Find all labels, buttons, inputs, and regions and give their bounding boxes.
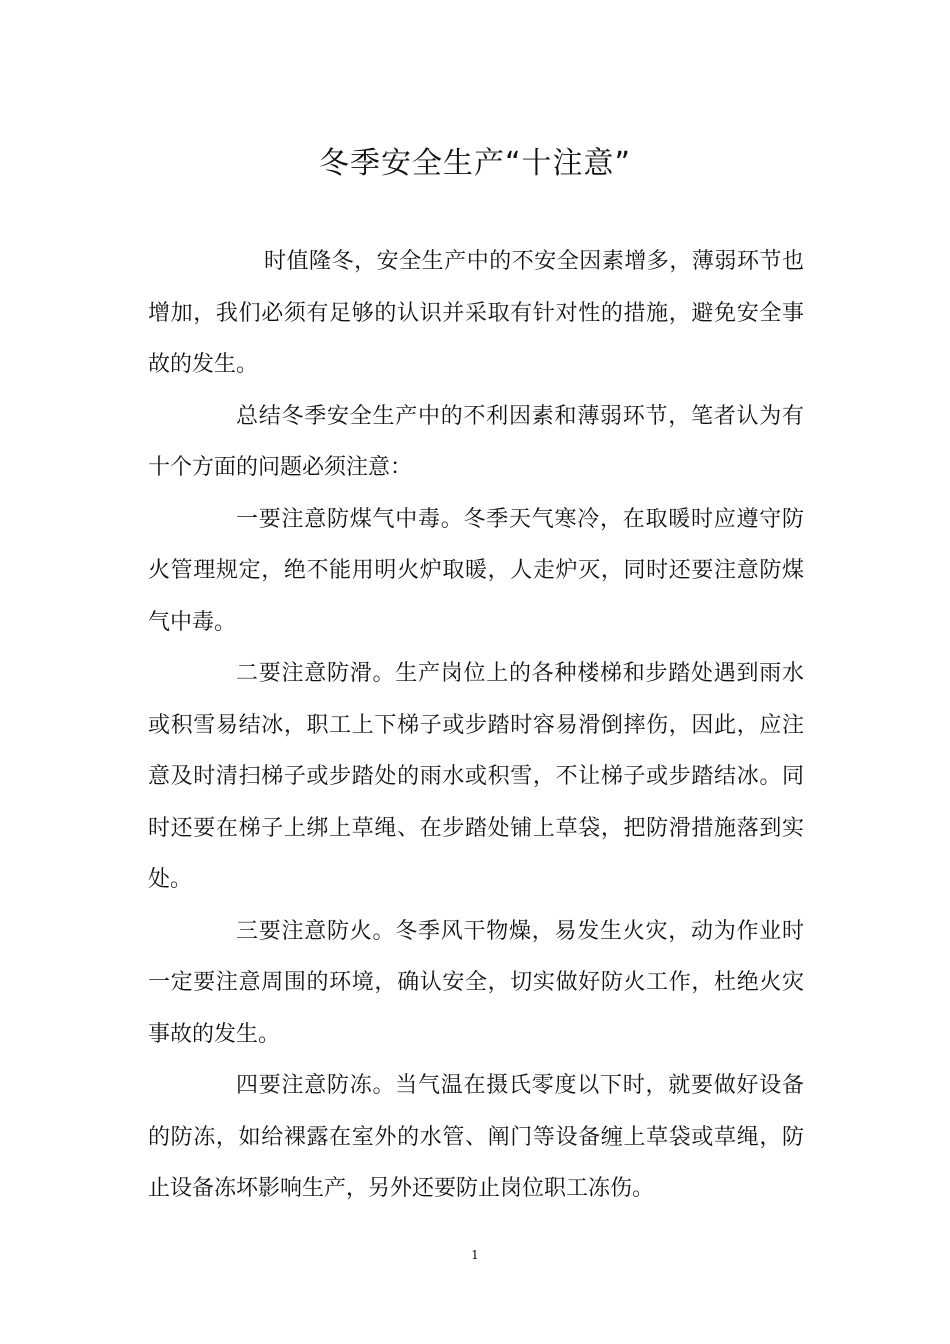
document-body	[148, 236, 804, 1215]
document-title: 冬季安全生产“十注意”	[318, 146, 632, 182]
page-number: 1	[471, 1248, 479, 1262]
paragraph-item-3: 三要注意防火。冬季风干物燥，易发生火灾，动为作业时一定要注意周围的环境，确认安全，切实做好防火工作，杜绝火灾事故的发生。	[148, 918, 804, 1047]
paragraph-intro: 时值隆冬，安全生产中的不安全因素增多，薄弱环节也增加，我们必须有足够的认识并采取有针对性的措施，避免安全事故的发生。	[148, 249, 804, 377]
paragraph-item-2: 二要注意防滑。生产岗位上的各种楼梯和步踏处遇到雨水或积雪易结冰，职工上下梯子或步踏时容易滑倒摔伤，因此，应注意及时清扫梯子或步踏处的雨水或积雪，不让梯子或步踏结冰。同时还要在梯子上绑上草绳、在步踏处铺上草袋，把防滑措施落到实处。	[148, 661, 804, 892]
paragraph-item-4: 四要注意防冻。当气温在摄氏零度以下时，就要做好设备的防冻，如给裸露在室外的水管、阐门等设备缠上草袋或草绳，防止设备冻坏影响生产，另外还要防止岗位职工冻伤。	[148, 1073, 804, 1201]
paragraph-summary: 总结冬季安全生产中的不利因素和薄弱环节，笔者认为有十个方面的问题必须注意：	[148, 403, 804, 480]
paragraph-item-1: 一要注意防煤气中毒。冬季天气寒冷，在取暖时应遵守防火管理规定，绝不能用明火炉取暖，人走炉灭，同时还要注意防煤气中毒。	[148, 506, 804, 635]
